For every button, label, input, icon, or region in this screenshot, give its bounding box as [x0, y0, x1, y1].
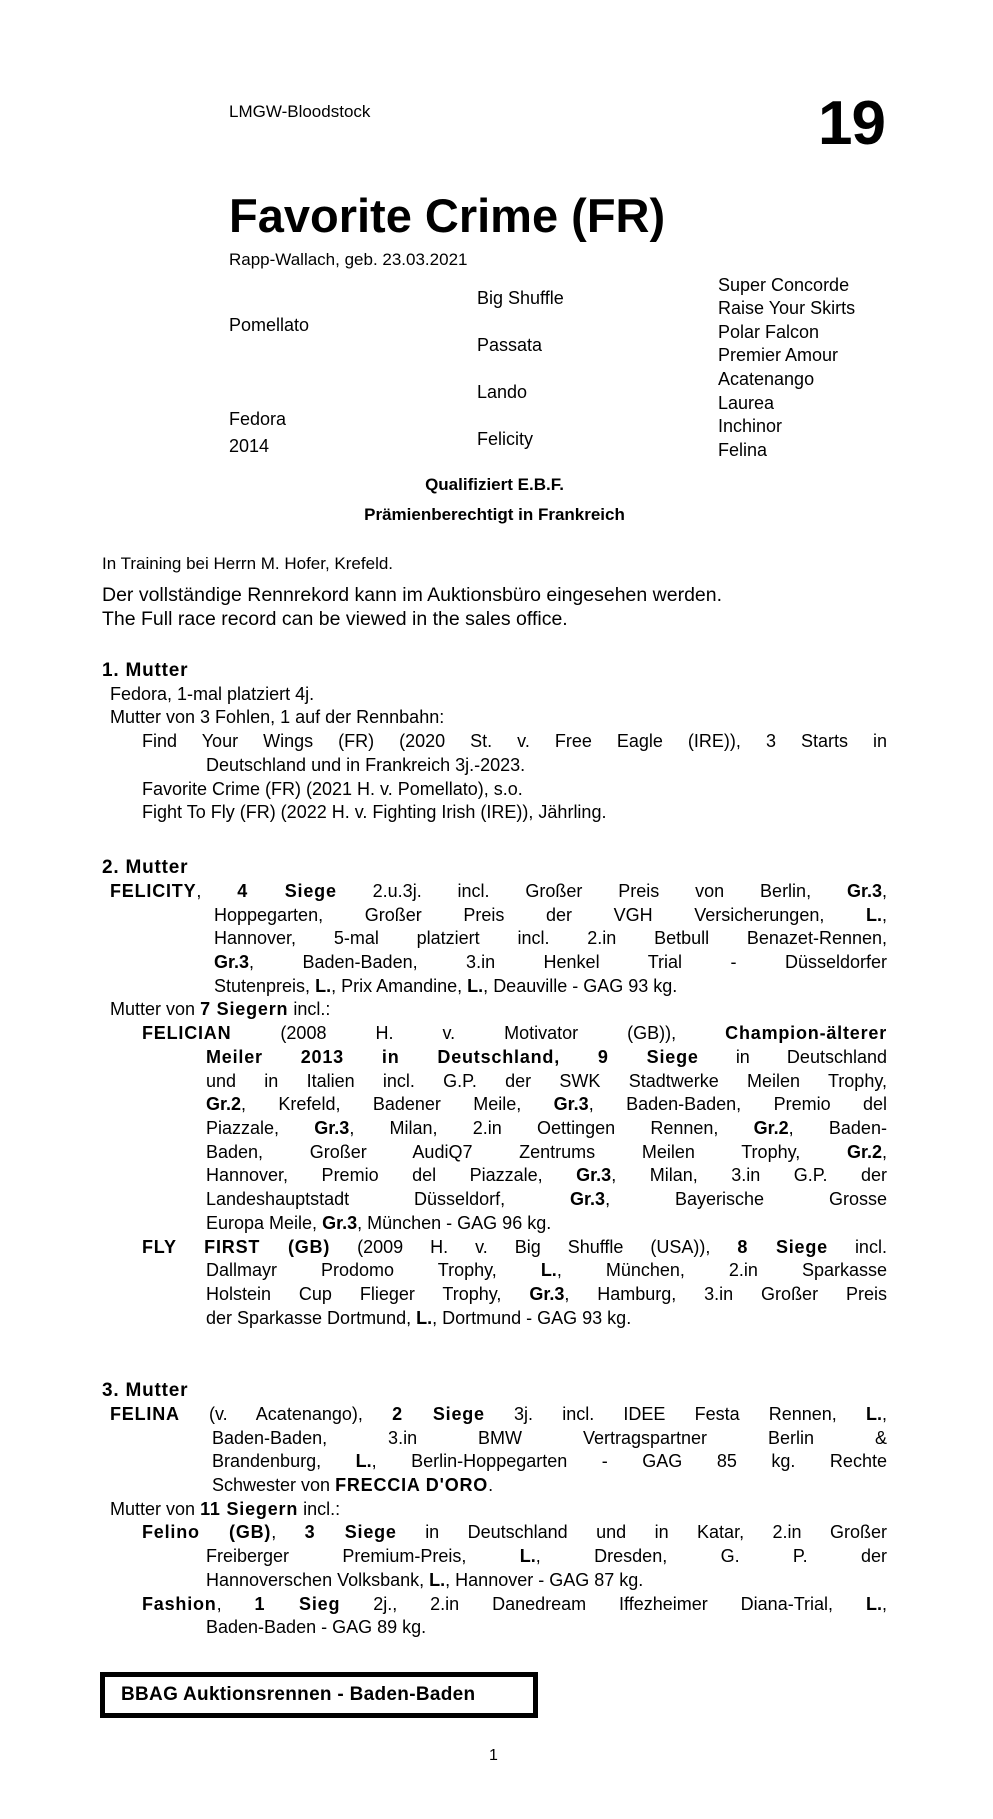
grade-badge: Gr.2 [206, 1094, 242, 1114]
record-text: Europa Meile, [206, 1213, 318, 1233]
record-line: Stutenpreis, L., Prix Amandine, L., Deauville - GAG 93 kg. [214, 976, 678, 996]
record-line [206, 1047, 887, 1068]
record-text: Dallmayr Prodomo Trophy, [206, 1260, 497, 1280]
record-line: Holstein Cup Flieger Trophy, Gr.3, Hamburg, 3.in Großer Preis [206, 1284, 887, 1304]
record-line: Hannoverschen Volksbank, L., Hannover - GAG 87 kg. [206, 1570, 644, 1590]
pedigree-grandparent: Lando [477, 382, 528, 402]
qualification-premium: Prämienberechtigt in Frankreich [364, 505, 625, 524]
third-dam-record: FELINA (v. Acatenango), 2 Siege 3j. incl. IDEE Festa Rennen, L., [110, 1404, 887, 1424]
wins-count: 1 Sieg [254, 1594, 341, 1614]
record-text: Brandenburg, [212, 1451, 322, 1471]
record-text: Hannoverschen Volksbank, [206, 1570, 425, 1590]
record-line: Brandenburg, L., Berlin-Hoppegarten - GAG 85 kg. Rechte [212, 1451, 887, 1471]
record-text: (v. Acatenango), [208, 1404, 363, 1424]
offspring-fly-first [142, 1237, 887, 1258]
record-line: der Sparkasse Dortmund, L., Dortmund - GAG 93 kg. [206, 1308, 632, 1328]
horse-description: Rapp-Wallach, geb. 23.03.2021 [229, 250, 468, 269]
pedigree-great-grandparent: Super Concorde [718, 275, 850, 295]
record-text: Schwester von [212, 1475, 331, 1495]
record-text: Holstein Cup Flieger Trophy, [206, 1284, 502, 1304]
pedigree-great-grandparent: Felina [718, 440, 768, 460]
record-line: und in Italien incl. G.P. der SWK Stadtwerke Meilen Trophy, [206, 1071, 887, 1091]
record-text: Hamburg, 3.in Großer Preis [597, 1284, 887, 1304]
third-dam-heading: 3. Mutter [102, 1380, 189, 1401]
grade-badge: Gr.3 [314, 1118, 350, 1138]
pedigree-grandparent: Big Shuffle [477, 288, 564, 308]
record-line: Baden-Baden - GAG 89 kg. [206, 1617, 427, 1637]
wins-count: 8 Siege [737, 1237, 828, 1257]
record-text: Hoppegarten, Großer Preis der VGH Versicherungen, [214, 905, 825, 925]
record-text: Mutter von [110, 999, 196, 1019]
pedigree-great-grandparent: Acatenango [718, 369, 815, 389]
grade-badge: Gr.3 [529, 1284, 565, 1304]
pedigree-great-grandparent: Raise Your Skirts [718, 298, 856, 318]
grade-badge: Gr.3 [570, 1189, 606, 1209]
grade-badge: L. [315, 976, 332, 996]
pedigree-great-grandparent: Polar Falcon [718, 322, 820, 342]
grade-badge: Gr.3 [846, 881, 882, 901]
grade-badge: Gr.3 [214, 952, 250, 972]
offspring-name: FLY FIRST (GB) [142, 1237, 331, 1257]
record-line: Hoppegarten, Großer Preis der VGH Versicherungen, L., [214, 905, 887, 925]
race-eligibility-label: BBAG Auktionsrennen - Baden-Baden [121, 1684, 476, 1705]
grade-badge: L. [467, 976, 484, 996]
grade-badge: L. [865, 1594, 882, 1614]
record-text: Hannover, Premio del Piazzale, [206, 1165, 543, 1185]
pedigree-grandparent: Felicity [477, 429, 534, 449]
record-text: Krefeld, Badener Meile, [278, 1094, 522, 1114]
grade-badge: L. [519, 1546, 536, 1566]
pedigree-dam: Fedora [229, 409, 287, 429]
offspring-entry-cont: Deutschland und in Frankreich 3j.-2023. [206, 755, 526, 775]
offspring-name: Felino (GB) [142, 1522, 272, 1542]
grade-badge: Gr.3 [553, 1094, 589, 1114]
record-text: Deauville - GAG 93 kg. [493, 976, 678, 996]
produce-summary [110, 1499, 340, 1520]
record-line: Freiberger Premium-Preis, L., Dresden, G. P. der [206, 1546, 888, 1566]
grade-badge: L. [416, 1308, 433, 1328]
record-text: der Sparkasse Dortmund, [206, 1308, 412, 1328]
offspring-fashion: Fashion, 1 Sieg 2j., 2.in Danedream Iffezheimer Diana-Trial, L., [142, 1594, 887, 1614]
record-text: incl.: [293, 999, 331, 1019]
record-line: Piazzale, Gr.3, Milan, 2.in Oettingen Rennen, Gr.2, Baden- [206, 1118, 887, 1138]
wins-count: 3 Siege [304, 1522, 397, 1542]
produce-summary [110, 999, 330, 1020]
training-info: In Training bei Herrn M. Hofer, Krefeld. [102, 554, 394, 573]
record-line: Hannover, 5-mal platziert incl. 2.in Betbull Benazet-Rennen, [214, 928, 887, 948]
record-text: Milan, 2.in Oettingen Rennen, [389, 1118, 719, 1138]
record-text: Stutenpreis, [214, 976, 311, 996]
consignor: LMGW-Bloodstock [229, 102, 371, 121]
grade-badge: L. [355, 1451, 372, 1471]
record-text: Berlin-Hoppegarten - GAG 85 kg. Rechte [411, 1451, 887, 1471]
wins-count: 2 Siege [392, 1404, 485, 1424]
offspring-name: FELICIAN [142, 1023, 232, 1043]
record-line: Baden-Baden, 3.in BMW Vertragspartner Berlin & [212, 1428, 887, 1448]
champion-title: Champion-älterer [725, 1023, 887, 1043]
pedigree-dam-year: 2014 [229, 436, 270, 456]
record-line: Hannover, Premio del Piazzale, Gr.3, Milan, 3.in G.P. der [206, 1165, 887, 1185]
record-line: Landeshauptstadt Düsseldorf, Gr.3, Bayerische Grosse [206, 1189, 887, 1209]
record-text: in Deutschland und in Katar, 2.in Großer [425, 1522, 887, 1542]
race-record-note-de: Der vollständige Rennrekord kann im Auktionsbüro eingesehen werden. [102, 584, 723, 606]
record-line: Europa Meile, Gr.3, München - GAG 96 kg. [206, 1213, 552, 1233]
pedigree-grandparent: Passata [477, 335, 543, 355]
second-dam-record: FELICITY, 4 Siege 2.u.3j. incl. Großer Preis von Berlin, Gr.3, [110, 881, 887, 901]
winners-count: 7 Siegern [200, 999, 289, 1019]
record-text: (2008 H. v. Motivator (GB)), [280, 1023, 677, 1043]
record-text: Bayerische Grosse [675, 1189, 887, 1209]
offspring-entry: Favorite Crime (FR) (2021 H. v. Pomellato), s.o. [142, 779, 523, 799]
pedigree-great-grandparent: Premier Amour [718, 345, 839, 365]
record-line: Baden, Großer AudiQ7 Zentrums Meilen Trophy, Gr.2, [206, 1142, 887, 1162]
race-eligibility-box [100, 1672, 538, 1718]
sibling-name: FRECCIA D'ORO [335, 1475, 489, 1495]
offspring-felician [142, 1023, 887, 1044]
record-text: Dortmund - GAG 93 kg. [442, 1308, 632, 1328]
first-dam-produce-intro: Mutter von 3 Fohlen, 1 auf der Rennbahn: [110, 707, 445, 727]
grade-badge: L. [865, 905, 882, 925]
offspring-entry: Fight To Fly (FR) (2022 H. v. Fighting Irish (IRE)), Jährling. [142, 802, 607, 822]
offspring-entry: Find Your Wings (FR) (2020 St. v. Free Eagle (IRE)), 3 Starts in [142, 731, 887, 751]
second-dam-heading: 2. Mutter [102, 857, 189, 878]
offspring-name: Fashion [142, 1594, 217, 1614]
wins-count: 4 Siege [237, 881, 337, 901]
grade-badge: Gr.3 [576, 1165, 612, 1185]
record-line: Dallmayr Prodomo Trophy, L., München, 2.in Sparkasse [206, 1260, 887, 1280]
first-dam-heading: 1. Mutter [102, 660, 189, 681]
page-number: 1 [489, 1747, 498, 1764]
record-text: Freiberger Premium-Preis, [206, 1546, 467, 1566]
record-text: 2.u.3j. incl. Großer Preis von Berlin, [372, 881, 812, 901]
record-text: Landeshauptstadt Düsseldorf, [206, 1189, 506, 1209]
dam-name: FELICITY [110, 881, 197, 901]
pedigree-sire: Pomellato [229, 315, 310, 335]
race-record-note-en: The Full race record can be viewed in the sales office. [102, 608, 568, 630]
qualification-ebf: Qualifiziert E.B.F. [425, 475, 564, 494]
horse-name: Favorite Crime (FR) [229, 189, 666, 242]
record-text: Milan, 3.in G.P. der [649, 1165, 887, 1185]
grade-badge: L. [865, 1404, 882, 1424]
pedigree-great-grandparent: Laurea [718, 393, 775, 413]
record-text: incl.: [303, 1499, 341, 1519]
grade-badge: Gr.3 [322, 1213, 358, 1233]
grade-badge: Gr.2 [753, 1118, 789, 1138]
winners-count: 11 Siegern [200, 1499, 299, 1519]
lot-number: 19 [818, 89, 885, 158]
record-text: München - GAG 96 kg. [367, 1213, 552, 1233]
record-text: Baden-Baden, Premio del [626, 1094, 887, 1114]
record-text: Dresden, G. P. der [594, 1546, 888, 1566]
champion-title: Meiler 2013 in Deutschland, 9 Siege [206, 1047, 699, 1067]
grade-badge: Gr.2 [846, 1142, 882, 1162]
record-text: Baden- [828, 1118, 887, 1138]
record-text: München, 2.in Sparkasse [605, 1260, 887, 1280]
record-text: Piazzale, [206, 1118, 280, 1138]
record-text: Prix Amandine, [341, 976, 463, 996]
record-text: 3j. incl. IDEE Festa Rennen, [514, 1404, 837, 1424]
record-text: incl. [854, 1237, 887, 1257]
record-text: Hannover - GAG 87 kg. [455, 1570, 644, 1590]
record-line: Gr.2, Krefeld, Badener Meile, Gr.3, Baden-Baden, Premio del [206, 1094, 887, 1114]
record-text: Baden-Baden, 3.in Henkel Trial - Düsseldorfer [302, 952, 887, 972]
offspring-felino: Felino (GB), 3 Siege in Deutschland und in Katar, 2.in Großer [142, 1522, 887, 1542]
record-text: (2009 H. v. Big Shuffle (USA)), [357, 1237, 711, 1257]
record-text: Mutter von [110, 1499, 196, 1519]
dam-name: FELINA [110, 1404, 180, 1424]
record-line: Gr.3, Baden-Baden, 3.in Henkel Trial - Düsseldorfer [214, 952, 887, 972]
pedigree-great-grandparent: Inchinor [718, 416, 783, 436]
record-text: 2j., 2.in Danedream Iffezheimer Diana-Trial, [373, 1594, 834, 1614]
grade-badge: L. [429, 1570, 446, 1590]
first-dam-summary: Fedora, 1-mal platziert 4j. [110, 684, 315, 704]
record-text: Baden, Großer AudiQ7 Zentrums Meilen Trophy, [206, 1142, 801, 1162]
grade-badge: L. [540, 1260, 557, 1280]
record-line: Schwester von FRECCIA D'ORO. [212, 1475, 494, 1495]
record-text: in Deutschland [735, 1047, 887, 1067]
